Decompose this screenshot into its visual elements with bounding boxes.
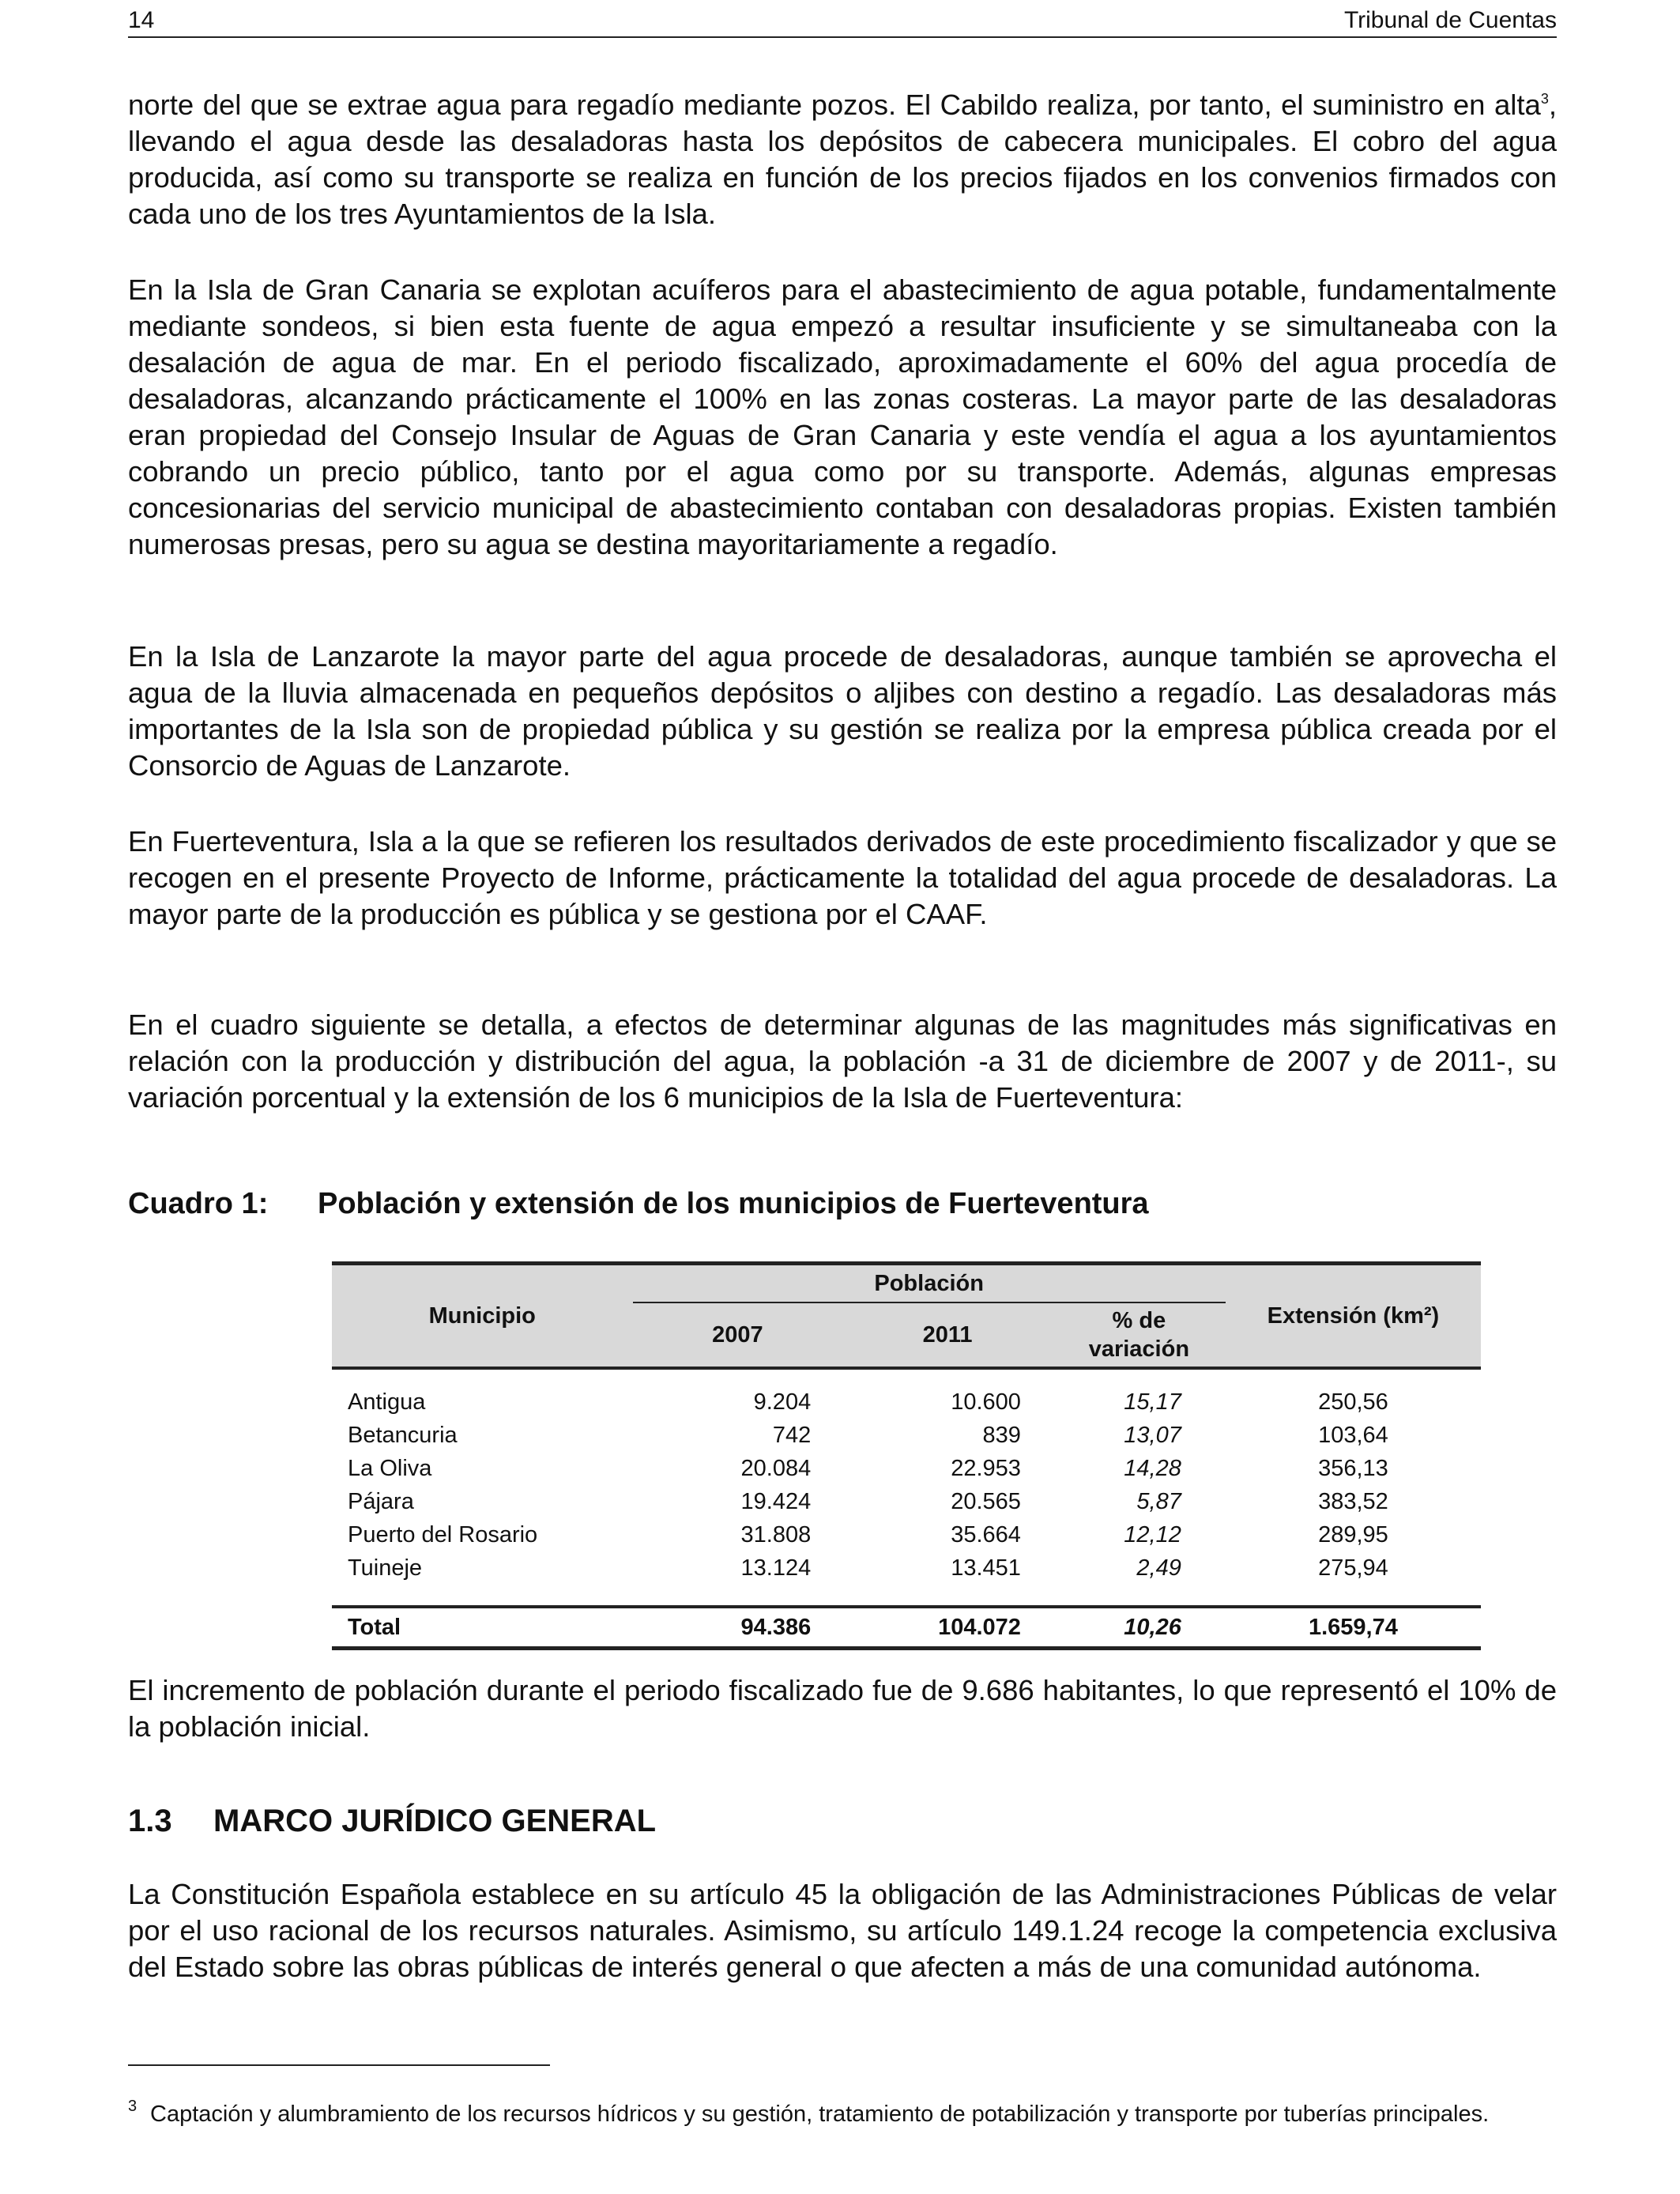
page-number: 14: [128, 7, 155, 33]
running-title: Tribunal de Cuentas: [1343, 7, 1557, 33]
cell-municipio: Betancuria: [348, 1423, 458, 1448]
cell-2007: 13.124: [740, 1555, 812, 1581]
table-row: [332, 1485, 1481, 1518]
paragraph-4: En Fuerteventura, Isla a la que se refieren los resultados derivados de este procedimiento fiscalizador y que se recogen en el presente Proyecto de Informe, prácticamente la totalidad del agua procede de desaladoras. La mayor parte de la producción es pública y se gestiona por el CAAF.: [128, 825, 1557, 930]
paragraph-3: En la Isla de Lanzarote la mayor parte del agua procede de desaladoras, aunque también se aprovecha el agua de la lluvia almacenada en pequeños depósitos o aljibes con destino a regadío. Las desaladoras más importantes de la Isla son de propiedad pública y su gestión se realiza por la empresa pública creada por el Consorcio de Aguas de Lanzarote.: [128, 640, 1557, 782]
cell-variacion: 15,17: [1124, 1389, 1181, 1415]
paragraph-1-text-a: norte del que se extrae agua para regadío mediante pozos. El Cabildo realiza, por tanto, el suministro en alta: [128, 89, 1541, 121]
cell-variacion: 2,49: [1136, 1555, 1181, 1581]
footnote-reference[interactable]: 3: [1540, 91, 1549, 107]
cell-municipio: Antigua: [348, 1389, 426, 1415]
col-header-extension: Extensión (km²): [1226, 1264, 1481, 1369]
table-row: [332, 1518, 1481, 1551]
paragraph-7: La Constitución Española establece en su artículo 45 la obligación de las Administraciones Públicas de velar por el uso racional de los recursos naturales. Asimismo, su artículo 149.1.24 recoge la competencia exclusiva del Estado sobre las obras públicas de interés general o que afecten a más de una comunidad autónoma.: [128, 1878, 1557, 1983]
paragraph-1-text-b: , llevando el agua desde las desaladoras hasta los depósitos de cabecera municipales. El cobro del agua producida, así como su transporte se realiza en función de los precios fijados en los convenios firmados con cada uno de los tres Ayuntamientos de la Isla.: [128, 89, 1557, 230]
cell-2007: 20.084: [740, 1456, 812, 1481]
total-variacion: 10,26: [1053, 1607, 1226, 1649]
running-header: [128, 6, 1557, 38]
cell-2011: 10.600: [951, 1389, 1021, 1415]
table-row: [332, 1385, 1481, 1419]
total-2007: 94.386: [633, 1607, 843, 1649]
footnote: [128, 2099, 1557, 2129]
cell-municipio: Puerto del Rosario: [348, 1522, 538, 1547]
col-header-variacion: % de variación: [1053, 1302, 1226, 1368]
cell-extension: 250,56: [1318, 1389, 1388, 1415]
total-label: Total: [332, 1607, 633, 1649]
footnote-separator: [128, 2064, 550, 2066]
table-row: [332, 1419, 1481, 1452]
paragraph-6: El incremento de población durante el periodo fiscalizado fue de 9.686 habitantes, lo que representó el 10% de la población inicial.: [128, 1674, 1557, 1743]
total-extension: 1.659,74: [1226, 1607, 1481, 1649]
cell-municipio: La Oliva: [348, 1456, 432, 1481]
col-header-2011: 2011: [842, 1302, 1053, 1368]
cell-2011: 35.664: [951, 1522, 1021, 1547]
cell-2007: 9.204: [753, 1389, 812, 1415]
cell-extension: 275,94: [1318, 1555, 1388, 1581]
paragraph-2: En la Isla de Gran Canaria se explotan acuíferos para el abastecimiento de agua potable, fundamentalmente mediante sondeos, si bien esta fuente de agua empezó a resultar insuficiente y se simultaneaba con la desalación de agua de mar. En el periodo fiscalizado, aproximadamente el 60% del agua procedía de desaladoras, alcanzando prácticamente el 100% en las zonas costeras. La mayor parte de las desaladoras eran propiedad del Consejo Insular de Aguas de Gran Canaria y este vendía el agua a los ayuntamientos cobrando un precio público, tanto por el agua como por su transporte. Además, algunas empresas concesionarias del servicio municipal de abastecimiento contaban con desaladoras propias. Existen también numerosas presas, pero su agua se destina mayoritariamente a regadío.: [128, 273, 1557, 560]
table-caption-label: Cuadro 1:: [128, 1187, 269, 1220]
table-row: [332, 1551, 1481, 1607]
paragraph-5: En el cuadro siguiente se detalla, a efectos de determinar algunas de las magnitudes más significativas en relación con la producción y distribución del agua, la población -a 31 de diciembre de 2007 y de 2011-, su variación porcentual y la extensión de los 6 municipios de la Isla de Fuerteventura:: [128, 1008, 1557, 1114]
table-caption: [128, 1186, 1557, 1222]
col-header-municipio: Municipio: [332, 1264, 633, 1369]
col-header-2007: 2007: [633, 1302, 843, 1368]
cell-2007: 19.424: [740, 1489, 812, 1514]
cell-extension: 103,64: [1318, 1423, 1388, 1448]
cell-municipio: Pájara: [348, 1489, 414, 1514]
paragraph-1: [128, 87, 1557, 232]
cell-2011: 20.565: [951, 1489, 1021, 1514]
cell-extension: 383,52: [1318, 1489, 1388, 1514]
table-caption-title: Población y extensión de los municipios de Fuerteventura: [318, 1187, 1149, 1220]
table-total-row: [332, 1607, 1481, 1649]
cell-2007: 742: [772, 1423, 812, 1448]
footnote-mark: 3: [128, 2098, 137, 2115]
cell-extension: 289,95: [1318, 1522, 1388, 1547]
cell-variacion: 12,12: [1124, 1522, 1181, 1547]
section-heading: [128, 1802, 656, 1840]
table-row: [332, 1452, 1481, 1485]
cell-2011: 13.451: [951, 1555, 1021, 1581]
cell-variacion: 5,87: [1136, 1489, 1181, 1514]
cell-2011: 839: [982, 1423, 1021, 1448]
cell-variacion: 14,28: [1124, 1456, 1181, 1481]
total-2011: 104.072: [842, 1607, 1053, 1649]
cell-extension: 356,13: [1318, 1456, 1388, 1481]
section-title: MARCO JURÍDICO GENERAL: [213, 1804, 657, 1838]
section-number: 1.3: [128, 1804, 172, 1838]
cell-2007: 31.808: [740, 1522, 812, 1547]
population-table: [332, 1261, 1481, 1650]
col-header-poblacion: Población: [633, 1264, 1226, 1303]
cell-variacion: 13,07: [1124, 1423, 1181, 1448]
cell-municipio: Tuineje: [348, 1555, 423, 1581]
cell-2011: 22.953: [951, 1456, 1021, 1481]
footnote-text: Captación y alumbramiento de los recursos hídricos y su gestión, tratamiento de potabilización y transporte por tuberías principales.: [150, 2102, 1490, 2127]
